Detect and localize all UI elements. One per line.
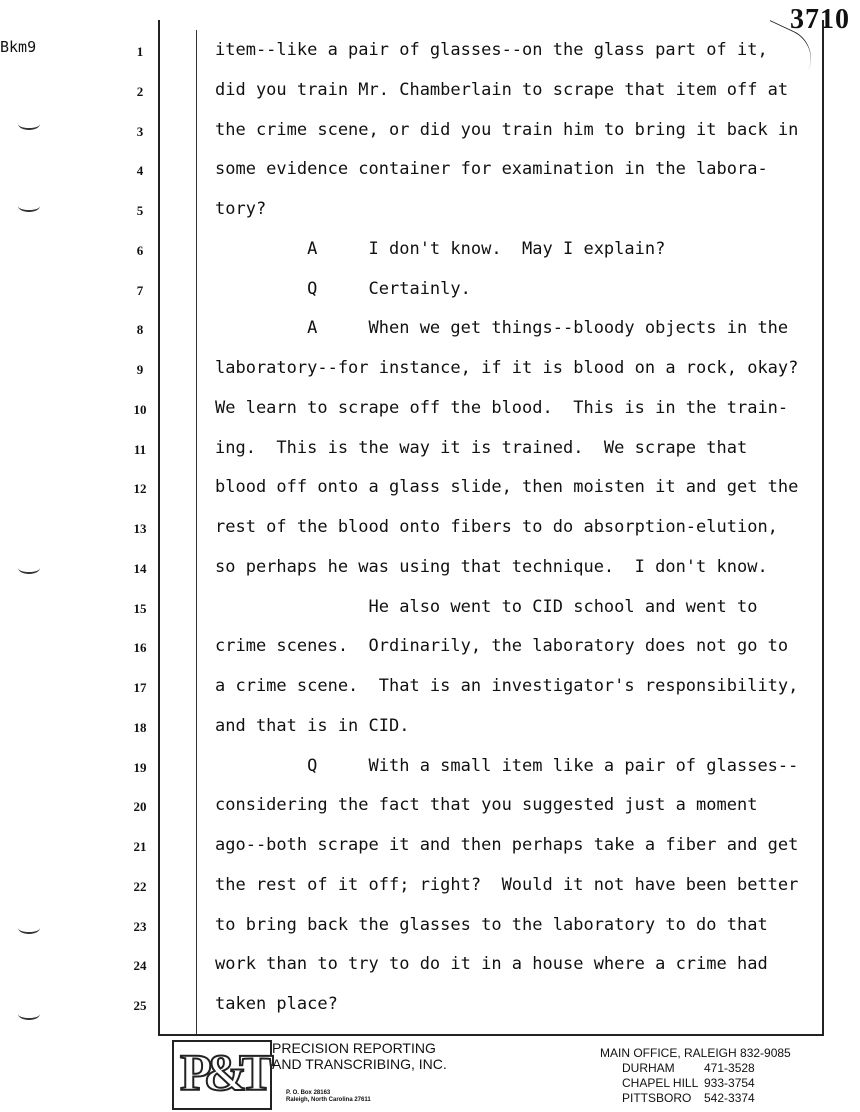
line-number: 8 <box>136 322 144 338</box>
office-list <box>600 1046 791 1106</box>
line-number: 23 <box>133 918 147 934</box>
line-number: 15 <box>133 600 147 616</box>
margin-tag: Bkm9 <box>0 38 37 56</box>
office-city: DURHAM <box>622 1061 675 1075</box>
line-number: 9 <box>136 362 144 377</box>
transcript-line: to bring back the glasses to the laboratory to do that <box>215 914 768 935</box>
transcript-line: Q Certainly. <box>215 278 471 299</box>
transcript-line: A I don't know. May I explain? <box>215 238 666 259</box>
office-city: PITTSBORO <box>622 1091 692 1105</box>
office-phone: 933-3754 <box>704 1076 755 1090</box>
line-number: 12 <box>133 481 147 497</box>
transcript-line: considering the fact that you suggested just a moment <box>215 795 758 816</box>
office-row <box>622 1061 791 1076</box>
transcript-line: A When we get things--bloody objects in the <box>215 318 789 339</box>
transcript-line: rest of the blood onto fibers to do absorption-elution, <box>215 517 778 537</box>
transcript-line: item--like a pair of glasses--on the glass part of it, <box>215 40 768 60</box>
line-number: 14 <box>133 560 147 576</box>
page-number: 3710 <box>790 4 850 35</box>
transcript-line: ing. This is the way it is trained. We scrape that <box>215 437 748 458</box>
transcript-line: ago--both scrape it and then perhaps take a fiber and get <box>215 835 799 855</box>
hole-punch-mark <box>18 118 40 130</box>
transcript-line: did you train Mr. Chamberlain to scrape that item off at <box>215 79 789 100</box>
office-city: CHAPEL HILL <box>622 1076 699 1090</box>
line-number: 10 <box>133 401 147 417</box>
transcript-line: tory? <box>215 199 267 219</box>
line-number: 5 <box>136 203 144 218</box>
transcript-line: laboratory--for instance, if it is blood on a rock, okay? <box>215 358 799 378</box>
transcript-line: crime scenes. Ordinarily, the laboratory does not go to <box>215 636 789 657</box>
transcript-line: Q With a small item like a pair of glasses-- <box>215 755 799 776</box>
transcript-line: We learn to scrape off the blood. This is in the train- <box>215 397 789 418</box>
transcript-line: the crime scene, or did you train him to bring it back in <box>215 119 799 140</box>
transcript-line: some evidence container for examination in the labora- <box>215 159 768 180</box>
line-number: 22 <box>133 878 147 894</box>
address-line2: Raleigh, North Carolina 27611 <box>286 1097 371 1103</box>
transcript-line: taken place? <box>215 994 338 1014</box>
company-name-line2: AND TRANSCRIBING, INC. <box>272 1056 447 1072</box>
line-number: 19 <box>133 759 147 775</box>
line-number: 6 <box>136 242 144 258</box>
line-number: 20 <box>133 799 147 815</box>
transcript-line: and that is in CID. <box>215 715 410 736</box>
line-number: 16 <box>133 640 147 656</box>
company-logo <box>172 1040 272 1110</box>
line-number: 13 <box>133 521 147 536</box>
office-phone: 542-3374 <box>704 1091 755 1105</box>
line-number: 2 <box>136 83 144 99</box>
line-number: 21 <box>133 839 147 854</box>
logo-text: P&T <box>180 1045 266 1102</box>
line-number: 11 <box>133 441 147 457</box>
line-number: 17 <box>133 680 147 695</box>
hole-punch-mark <box>18 562 40 574</box>
transcript-line: work than to try to do it in a house where a crime had <box>215 954 768 975</box>
line-number: 24 <box>133 958 147 974</box>
line-number: 7 <box>136 282 144 298</box>
line-number-rule <box>196 30 197 1034</box>
main-office: MAIN OFFICE, RALEIGH 832-9085 <box>600 1046 791 1060</box>
company-name <box>272 1040 447 1072</box>
hole-punch-mark <box>18 922 40 934</box>
transcript-line: so perhaps he was using that technique. I don't know. <box>215 556 768 577</box>
office-row <box>622 1091 791 1106</box>
hole-punch-mark <box>18 1008 40 1020</box>
line-number: 25 <box>133 998 147 1013</box>
line-number: 3 <box>136 123 144 139</box>
address-line1: P. O. Box 28163 <box>286 1090 331 1096</box>
company-address <box>286 1090 371 1104</box>
transcript-line: the rest of it off; right? Would it not have been better <box>215 874 799 895</box>
line-number: 18 <box>133 719 147 735</box>
hole-punch-mark <box>18 200 40 212</box>
transcript-line: He also went to CID school and went to <box>215 596 758 617</box>
company-name-line1: PRECISION REPORTING <box>272 1040 436 1056</box>
office-phone: 471-3528 <box>704 1061 755 1075</box>
office-row <box>622 1076 791 1091</box>
transcript-line: a crime scene. That is an investigator's responsibility, <box>215 676 799 696</box>
line-number: 1 <box>136 44 144 59</box>
transcript-line: blood off onto a glass slide, then moisten it and get the <box>215 477 799 498</box>
line-number: 4 <box>136 163 144 179</box>
